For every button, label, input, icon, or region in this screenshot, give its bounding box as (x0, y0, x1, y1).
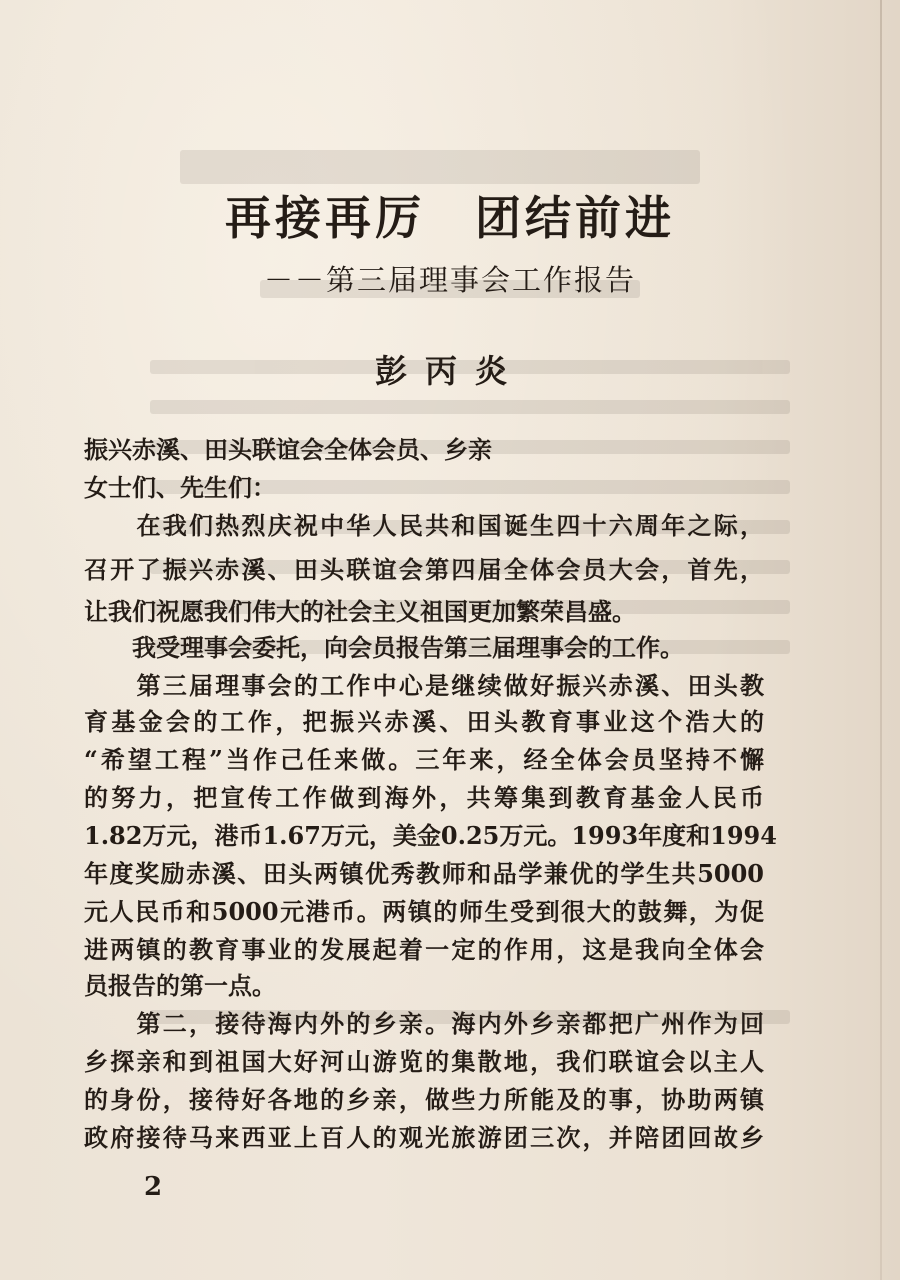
body-line: 振兴赤溪、田头联谊会全体会员、乡亲 (84, 435, 492, 464)
body-line: 在我们热烈庆祝中华人民共和国诞生四十六周年之际， (84, 511, 764, 540)
report-title: 再接再厉 团结前进 (225, 191, 675, 245)
author-name: 彭丙炎 (374, 352, 525, 390)
body-line: 女士们、先生们： (84, 473, 276, 502)
body-line: 进两镇的教育事业的发展起着一定的作用，这是我向全体会 (84, 935, 764, 964)
body-line: 第二，接待海内外的乡亲。海内外乡亲都把广州作为回 (84, 1009, 764, 1038)
body-line: 第三届理事会的工作中心是继续做好振兴赤溪、田头教 (84, 671, 764, 700)
body-line: 我受理事会委托，向会员报告第三届理事会的工作。 (84, 633, 684, 662)
body-line: 政府接待马来西亚上百人的观光旅游团三次，并陪团回故乡 (84, 1123, 764, 1152)
body-line: “希望工程”当作己任来做。三年来，经全体会员坚持不懈 (84, 745, 764, 774)
body-line: 的身份，接待好各地的乡亲，做些力所能及的事，协助两镇 (84, 1085, 764, 1114)
body-line: 召开了振兴赤溪、田头联谊会第四届全体会员大会，首先， (84, 555, 764, 584)
body-line: 员报告的第一点。 (84, 971, 276, 1000)
body-line: 的努力，把宣传工作做到海外，共筹集到教育基金人民币 (84, 783, 764, 812)
body-line: 让我们祝愿我们伟大的社会主义祖国更加繁荣昌盛。 (84, 597, 636, 626)
report-subtitle: －－第三届理事会工作报告 (263, 263, 636, 297)
body-line: 1.82万元，港币1.67万元，美金0.25万元。1993年度和1994 (84, 821, 777, 850)
page-number: 2 (144, 1172, 163, 1202)
body-line: 育基金会的工作，把振兴赤溪、田头教育事业这个浩大的 (84, 707, 764, 736)
body-line: 乡探亲和到祖国大好河山游览的集散地，我们联谊会以主人 (84, 1047, 764, 1076)
body-line: 年度奖励赤溪、田头两镇优秀教师和品学兼优的学生共5000 (84, 859, 764, 888)
body-line: 元人民币和5000元港币。两镇的师生受到很大的鼓舞，为促 (84, 897, 764, 926)
